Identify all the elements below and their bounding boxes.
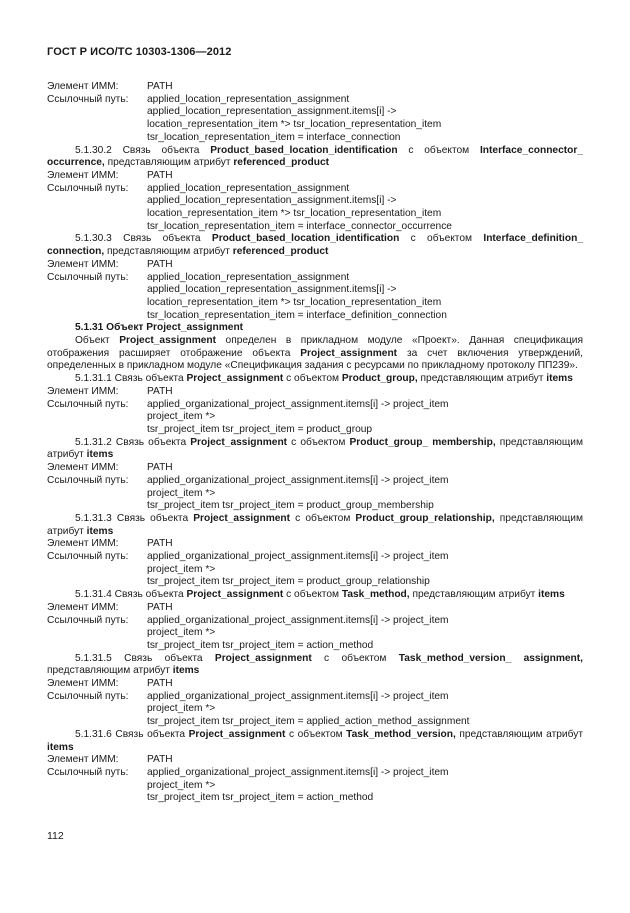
mapping-entry [47, 399, 583, 437]
mapping-label: Элемент ИММ: [47, 169, 119, 181]
document-body [47, 81, 583, 805]
clause-paragraph [47, 373, 583, 386]
mapping-row [47, 475, 583, 488]
mapping-value-continuation: location_representation_item *> tsr_location_representation_item [147, 119, 442, 131]
mapping-value-continuation: tsr_location_representation_item = interface_connection [147, 131, 401, 143]
mapping-row [47, 94, 583, 107]
text-run: Объект [75, 335, 120, 347]
mapping-value-continuation: tsr_project_item tsr_project_item = product_group_relationship [147, 576, 430, 588]
entity-name: Product_group_ membership, [349, 436, 496, 448]
entity-name: items [172, 665, 200, 677]
mapping-row [47, 81, 583, 94]
mapping-label: Ссылочный путь: [47, 398, 129, 410]
mapping-row [47, 272, 583, 285]
mapping-row [47, 754, 583, 767]
clause-paragraph [47, 335, 583, 373]
mapping-row [47, 399, 583, 412]
text-run: представляющим атрибут [47, 436, 583, 461]
entity-name: Project_assignment [186, 373, 284, 385]
entity-name: Project_assignment [214, 652, 312, 664]
entity-name: Project_assignment [186, 589, 284, 601]
entity-name: items [538, 589, 565, 601]
text-run: представляющим атрибут [455, 728, 583, 740]
entity-name: Product_group_relationship, [355, 512, 495, 524]
clause-paragraph [47, 513, 583, 538]
mapping-entry [47, 94, 583, 145]
text-run: представляющим атрибут [47, 512, 583, 537]
mapping-value: PATH [147, 258, 173, 270]
mapping-label: Элемент ИММ: [47, 81, 119, 92]
text-run: с объектом [283, 373, 342, 385]
mapping-entry [47, 615, 583, 653]
mapping-row [47, 259, 583, 272]
text-run: представляющим атрибут [104, 246, 233, 258]
mapping-value-continuation: project_item *> [147, 703, 216, 715]
mapping-value-continuation: location_representation_item *> tsr_location_representation_item [147, 208, 442, 220]
entity-name: referenced_product [232, 246, 329, 258]
mapping-label: Элемент ИММ: [47, 601, 119, 613]
mapping-entry [47, 551, 583, 589]
mapping-label: Элемент ИММ: [47, 678, 119, 690]
mapping-value-continuation: project_item *> [147, 563, 216, 575]
clause-paragraph [47, 233, 583, 258]
entity-name: Task_method, [341, 589, 410, 601]
mapping-value-continuation: tsr_project_item tsr_project_item = applied_action_method_assignment [147, 716, 470, 728]
section-heading: 5.1.31 Объект Project_assignment [75, 322, 244, 334]
mapping-entry [47, 272, 583, 323]
mapping-value: applied_location_representation_assignment [147, 93, 350, 105]
entity-name: Project_assignment [193, 512, 291, 524]
mapping-value: applied_location_representation_assignment [147, 182, 350, 194]
mapping-value-continuation: tsr_project_item tsr_project_item = action_method [147, 639, 374, 651]
entity-name: Project_assignment [119, 335, 217, 347]
entity-name: Interface_connector_ occurrence, [47, 144, 583, 169]
text-run: определен в прикладном модуле «Проект». Данная спецификация отображения расширяет отображение объекта [47, 335, 584, 359]
entity-name: Project_assignment [300, 347, 398, 359]
mapping-row [47, 538, 583, 551]
text-run: с объектом [311, 652, 399, 664]
mapping-value-continuation: project_item *> [147, 779, 216, 791]
mapping-value-continuation: tsr_project_item tsr_project_item = action_method [147, 792, 374, 804]
mapping-value: PATH [147, 462, 173, 474]
clause-paragraph [47, 145, 583, 170]
mapping-label: Ссылочный путь: [47, 474, 129, 486]
mapping-entry [47, 475, 583, 513]
mapping-value: applied_location_representation_assignment [147, 271, 350, 283]
mapping-row [47, 691, 583, 704]
text-run: 5.1.31.4 Связь объекта [75, 589, 187, 601]
text-run: 5.1.31.2 Связь объекта [75, 436, 191, 448]
mapping-value-continuation: applied_location_representation_assignment.items[i] -> [147, 106, 397, 118]
mapping-value: PATH [147, 169, 173, 181]
text-run: 5.1.30.3 Связь объекта [75, 233, 212, 245]
entity-name: items [86, 449, 114, 461]
mapping-value: PATH [147, 754, 173, 766]
text-run: 5.1.31.1 Связь объекта [75, 373, 187, 385]
mapping-label: Элемент ИММ: [47, 462, 119, 474]
text-run: представляющим атрибут [104, 157, 234, 169]
mapping-label: Элемент ИММ: [47, 538, 119, 550]
text-run: с объектом [285, 728, 347, 740]
mapping-value: applied_organizational_project_assignment.items[i] -> project_item [147, 474, 449, 486]
mapping-value: applied_organizational_project_assignment.items[i] -> project_item [147, 551, 449, 563]
mapping-value-continuation: project_item *> [147, 487, 216, 499]
mapping-row [47, 170, 583, 183]
mapping-value: PATH [147, 81, 173, 92]
entity-name: referenced_product [233, 157, 330, 169]
text-run: с объектом [397, 144, 480, 156]
text-run: 5.1.31.5 Связь объекта [75, 652, 215, 664]
mapping-label: Ссылочный путь: [47, 271, 129, 283]
text-run: представляющим атрибут [409, 589, 539, 601]
text-run: представляющим атрибут [47, 665, 173, 677]
entity-name: items [546, 373, 573, 385]
text-run: с объектом [399, 233, 484, 245]
mapping-row [47, 462, 583, 475]
entity-name: Project_assignment [188, 728, 286, 740]
clause-paragraph [47, 653, 583, 678]
mapping-value-continuation: location_representation_item *> tsr_location_representation_item [147, 296, 442, 308]
text-run: за счет включения утверждений, определенных в прикладном модуле «Спецификация задания с ресурсами по прикладному протоколу ПП239». [47, 347, 583, 372]
text-run: 5.1.30.2 Связь объекта [75, 144, 211, 156]
mapping-value-continuation: tsr_project_item tsr_project_item = product_group [147, 423, 373, 435]
mapping-value: applied_organizational_project_assignment.items[i] -> project_item [147, 398, 449, 410]
mapping-value: PATH [147, 678, 173, 690]
mapping-label: Элемент ИММ: [47, 385, 119, 397]
mapping-entry [47, 754, 583, 767]
entity-name: Product_based_location_identification [211, 233, 400, 245]
entity-name: Project_assignment [190, 436, 288, 448]
mapping-value-continuation: project_item *> [147, 411, 216, 423]
mapping-row [47, 767, 583, 780]
mapping-row [47, 615, 583, 628]
text-run: с объектом [283, 589, 342, 601]
mapping-entry [47, 691, 583, 729]
text-run: 5.1.31.6 Связь объекта [75, 728, 189, 740]
document-header: ГОСТ Р ИСО/ТС 10303-1306—2012 [47, 46, 232, 58]
mapping-value-continuation: applied_location_representation_assignment.items[i] -> [147, 284, 397, 296]
text-run: 5.1.31.3 Связь объекта [75, 512, 194, 524]
text-run: представляющим атрибут [417, 373, 547, 385]
mapping-entry [47, 183, 583, 234]
mapping-entry [47, 170, 583, 183]
clause-paragraph [47, 589, 583, 602]
mapping-label: Ссылочный путь: [47, 690, 129, 702]
mapping-entry [47, 538, 583, 551]
mapping-entry [47, 259, 583, 272]
clause-paragraph [47, 729, 583, 754]
mapping-row [47, 386, 583, 399]
mapping-entry [47, 81, 583, 94]
mapping-value: PATH [147, 538, 173, 550]
mapping-row [47, 551, 583, 564]
mapping-entry [47, 386, 583, 399]
mapping-label: Ссылочный путь: [47, 93, 129, 105]
text-run: с объектом [287, 436, 350, 448]
mapping-value-continuation: tsr_project_item tsr_project_item = product_group_membership [147, 500, 434, 512]
mapping-label: Элемент ИММ: [47, 754, 119, 766]
mapping-entry [47, 767, 583, 805]
clause-paragraph [47, 437, 583, 462]
mapping-label: Ссылочный путь: [47, 614, 129, 626]
mapping-value: applied_organizational_project_assignment.items[i] -> project_item [147, 766, 449, 778]
mapping-row [47, 602, 583, 615]
mapping-entry [47, 678, 583, 691]
mapping-label: Ссылочный путь: [47, 766, 129, 778]
mapping-value-continuation: tsr_location_representation_item = interface_connector_occurrence [147, 220, 452, 232]
mapping-value-continuation: tsr_location_representation_item = interface_definition_connection [147, 309, 447, 321]
mapping-label: Ссылочный путь: [47, 182, 129, 194]
entity-name: Interface_definition_ connection, [47, 233, 583, 258]
mapping-entry [47, 462, 583, 475]
text-run: с объектом [290, 512, 356, 524]
mapping-row [47, 678, 583, 691]
mapping-value: applied_organizational_project_assignment.items[i] -> project_item [147, 614, 449, 626]
mapping-value-continuation: applied_location_representation_assignment.items[i] -> [147, 195, 397, 207]
mapping-row [47, 183, 583, 196]
mapping-label: Ссылочный путь: [47, 551, 129, 563]
mapping-value-continuation: project_item *> [147, 627, 216, 639]
entity-name: Product_based_location_identification [210, 144, 398, 156]
entity-name: Product_group, [341, 373, 418, 385]
mapping-value: PATH [147, 385, 173, 397]
mapping-value: PATH [147, 601, 173, 613]
page-number: 112 [47, 830, 64, 842]
entity-name: Task_method_version_ assignment, [398, 652, 584, 664]
mapping-value: applied_organizational_project_assignment.items[i] -> project_item [147, 690, 449, 702]
mapping-label: Элемент ИММ: [47, 258, 119, 270]
entity-name: items [47, 741, 74, 753]
entity-name: Task_method_version, [346, 728, 456, 740]
mapping-entry [47, 602, 583, 615]
entity-name: items [86, 525, 114, 537]
